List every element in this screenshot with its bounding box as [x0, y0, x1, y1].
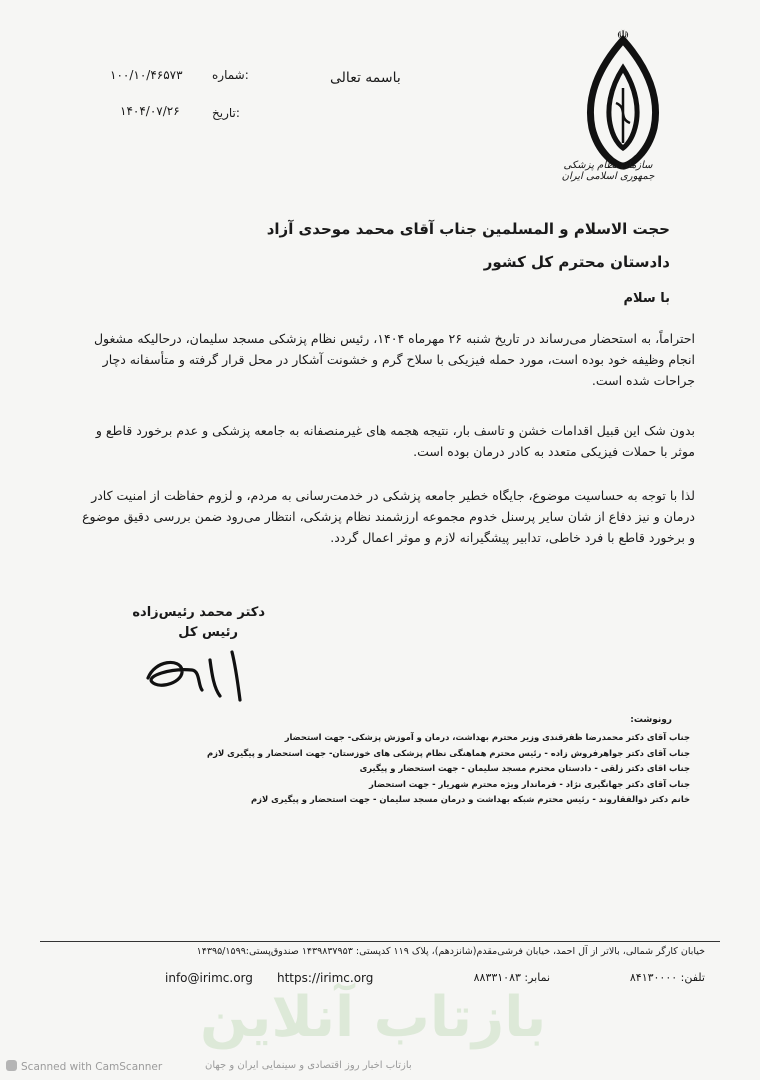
footer-email: info@irimc.org	[165, 971, 253, 985]
paragraph-2: بدون شک این قبیل اقدامات خشن و تاسف بار، نتیجه هجمه های غیرمنصفانه به جامعه پزشکی و عدم برخورد قاطع و موثر با حملات فیزیکی متعدد به کادر درمان بوده است.	[95, 423, 695, 459]
date-label: تاریخ:	[212, 106, 240, 120]
cc-list	[70, 730, 690, 808]
paragraph-1: احتراماً، به استحضار می‌رساند در تاریخ شنبه ۲۶ مهرماه ۱۴۰۴، رئیس نظام پزشکی مسجد سلیمان، درحالیکه مشغول انجام وظیفه خود بوده است، مورد حمله فیزیکی با سلاح گرم و خشونت آشکار در محل قرار گرفته و متأسفانه دچار جراحات شده است.	[93, 331, 695, 388]
cc-item: جناب آقای دکتر جهانگیری نژاد - فرماندار ویژه محترم شهریار - جهت استحضار	[369, 778, 690, 789]
cc-title: رونوشت:	[630, 715, 672, 725]
bismillah: باسمه تعالی	[330, 70, 401, 86]
number-value: ۱۰۰/۱۰/۴۶۵۷۳	[110, 68, 183, 82]
footer-website: https://irimc.org	[277, 971, 374, 985]
scanner-mark-text: Scanned with CamScanner	[21, 1061, 163, 1073]
phone-label: تلفن:	[680, 971, 705, 984]
signatory-name: دکتر محمد رئیس‌زاده	[132, 605, 265, 620]
date-value: ۱۴۰۴/۰۷/۲۶	[120, 104, 180, 118]
cc-item: جناب آقای دکتر جواهرفروش زاده - رئیس محترم هماهنگی نظام پزشکی های خوزستان- جهت استحضار و پیگیری لازم	[207, 747, 690, 758]
svg-text:☫: ☫	[616, 28, 630, 44]
camscanner-icon	[6, 1060, 17, 1071]
phone-value: ۸۴۱۳۰۰۰۰	[629, 971, 678, 984]
cc-item: جناب آقای دکتر محمدرضا ظفرقندی وزیر محترم بهداشت، درمان و آموزش پزشکی- جهت استحضار	[284, 732, 690, 742]
number-label: شماره:	[212, 68, 249, 82]
footer-fax-group	[474, 971, 550, 984]
paragraph-3: لذا با توجه به حساسیت موضوع، جایگاه خطیر جامعه پزشکی در خدمت‌رسانی به مردم، و لزوم حفاظت از امنیت کادر درمان و نیز دفاع از شان سایر پرسنل خدوم مجموعه ارزشمند نظام پزشکی، انتظار می‌رود ضمن بررسی دقیق موضوع و برخورد قاطع با فرد خاطی، تدابیر پیشگیرانه لازم و موثر اعمال گردد.	[82, 488, 695, 545]
handwritten-signature-icon	[140, 640, 260, 710]
fax-value: ۸۸۳۳۱۰۸۳	[473, 971, 521, 984]
watermark-title: بازتاب آنلاین	[200, 985, 547, 1050]
footer-divider	[40, 941, 720, 942]
cc-item: جناب اقای دکتر زلقی - دادستان محترم مسجد سلیمان - جهت استحضار و پیگیری	[359, 763, 690, 773]
cc-item: خانم دکتر ذوالفقاروند - رئیس محترم شبکه بهداشت و درمان مسجد سلیمان - جهت استحضار و پیگیری لازم	[251, 794, 690, 804]
addressee-line1: حجت الاسلام و المسلمین جناب آقای محمد موحدی آزاد	[266, 220, 670, 238]
org-name: سازمان نظام پزشکی جمهوری اسلامی ایران	[561, 160, 655, 182]
scanner-mark	[6, 1060, 162, 1073]
fax-label: نمابر:	[524, 971, 550, 984]
footer-address: خیابان کارگر شمالی، بالاتر از آل احمد، خیابان فرشی‌مقدم(شانزدهم)، پلاک ۱۱۹ کدپستی: ۱۴۳۹۸۳۷۹۵۳ صندوق‌پستی:۱۴۳۹۵/۱۵۹۹	[196, 946, 705, 957]
greeting: با سلام	[623, 291, 670, 306]
watermark-subtitle: بازتاب اخبار روز اقتصادی و سینمایی ایران و جهان	[205, 1060, 412, 1071]
addressee-line2: دادستان محترم کل کشور	[483, 253, 670, 271]
footer-phone-group	[630, 971, 705, 984]
signatory-title: رئیس کل	[178, 625, 238, 640]
